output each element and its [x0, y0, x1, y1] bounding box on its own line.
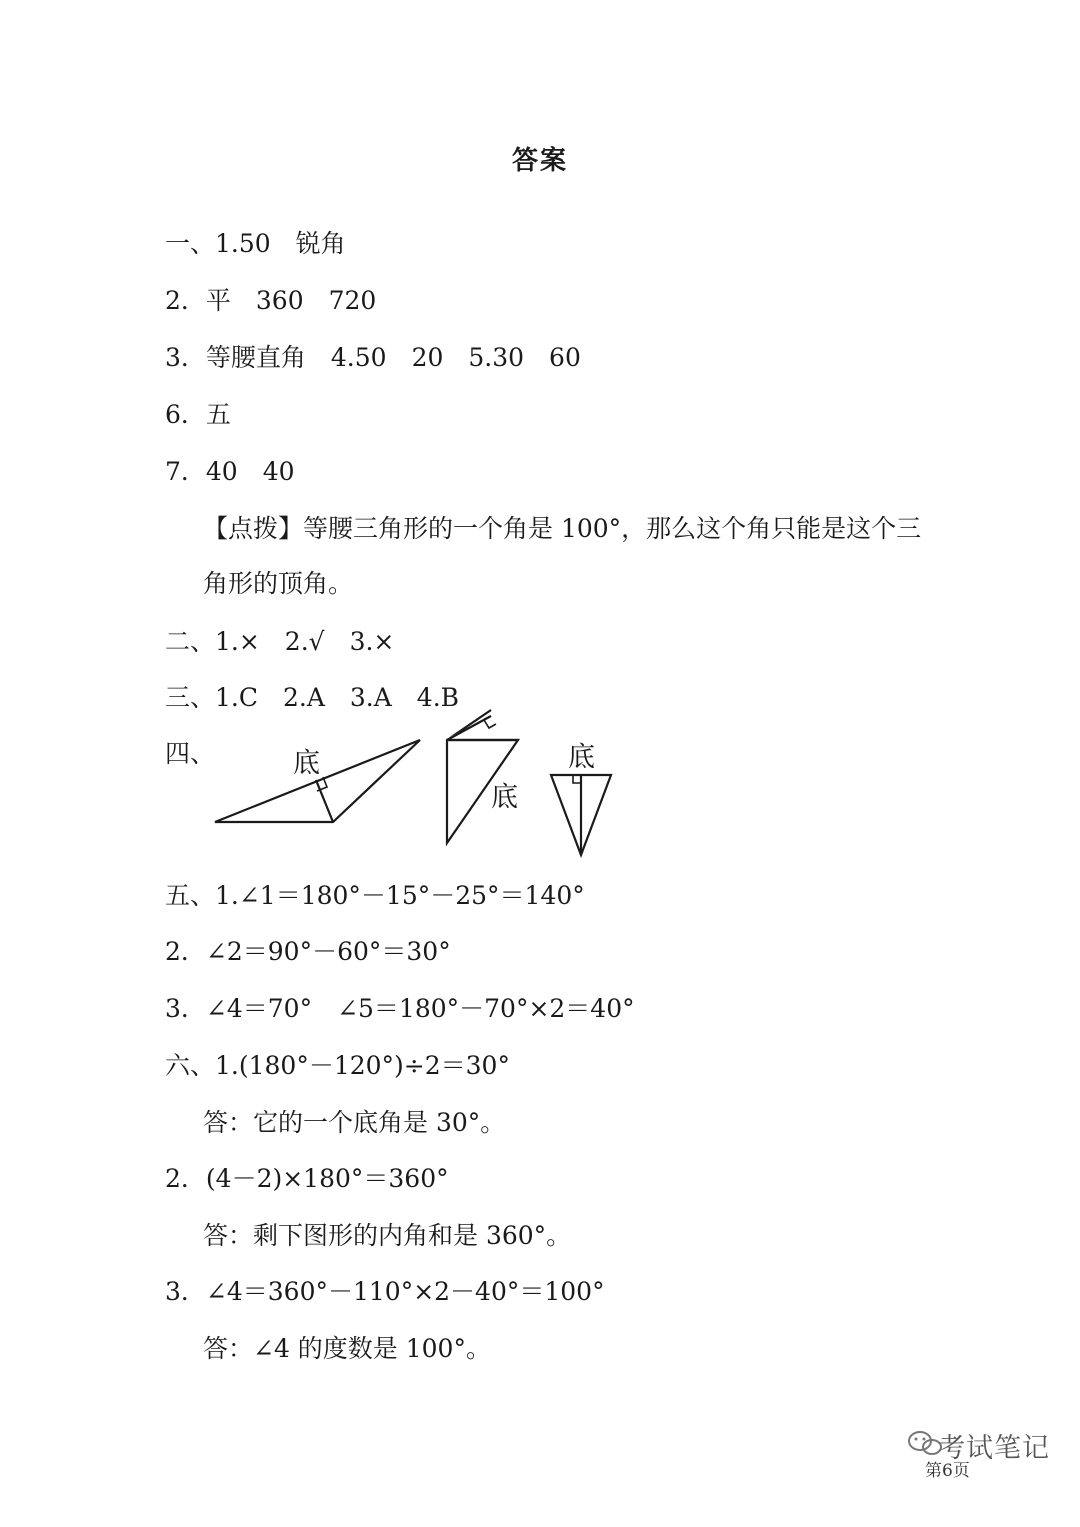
hint-line-2: 角形的顶角。 — [203, 569, 354, 598]
page-number: 第6页 — [925, 1461, 970, 1481]
answer-6-2-reply: 答：剩下图形的内角和是 360°。 — [203, 1221, 572, 1250]
answer-6-1-reply: 答：它的一个底角是 30°。 — [203, 1108, 506, 1137]
answer-2: 二、1.× 2.√ 3.× — [165, 627, 395, 656]
triangle-1-base-label: 底 — [293, 748, 320, 779]
answer-1-6: 6．五 — [165, 400, 231, 429]
answer-5-3: 3．∠4＝70° ∠5＝180°－70°×2＝40° — [165, 994, 635, 1023]
answer-1-7: 7．40 40 — [165, 457, 295, 486]
answer-6-3-reply: 答：∠4 的度数是 100°。 — [203, 1334, 491, 1363]
answer-6-1: 六、1.(180°－120°)÷2＝30° — [165, 1051, 510, 1080]
answer-6-2: 2．(4－2)×180°＝360° — [165, 1164, 449, 1193]
triangle-3-base-label: 底 — [568, 742, 595, 773]
triangle-2-right-angle — [484, 720, 496, 728]
answer-3: 三、1.C 2.A 3.A 4.B — [165, 683, 460, 712]
answer-6-3: 3．∠4＝360°－110°×2－40°＝100° — [165, 1277, 605, 1306]
answer-1-2: 2．平 360 720 — [165, 286, 377, 315]
hint-line-1: 【点拨】等腰三角形的一个角是 100°，那么这个角只能是这个三 — [203, 514, 922, 543]
triangle-2-base-label: 底 — [491, 782, 518, 813]
watermark-text: 考试笔记 — [938, 1433, 1050, 1464]
answer-5-2: 2．∠2＝90°－60°＝30° — [165, 937, 451, 966]
answer-4-label: 四、 — [165, 739, 216, 768]
answer-5-1: 五、1.∠1＝180°－15°－25°＝140° — [165, 881, 585, 910]
answer-1-1: 一、1.50 锐角 — [165, 229, 346, 258]
answer-1-3: 3．等腰直角 4.50 20 5.30 60 — [165, 343, 581, 372]
page-title: 答案 — [511, 146, 568, 176]
